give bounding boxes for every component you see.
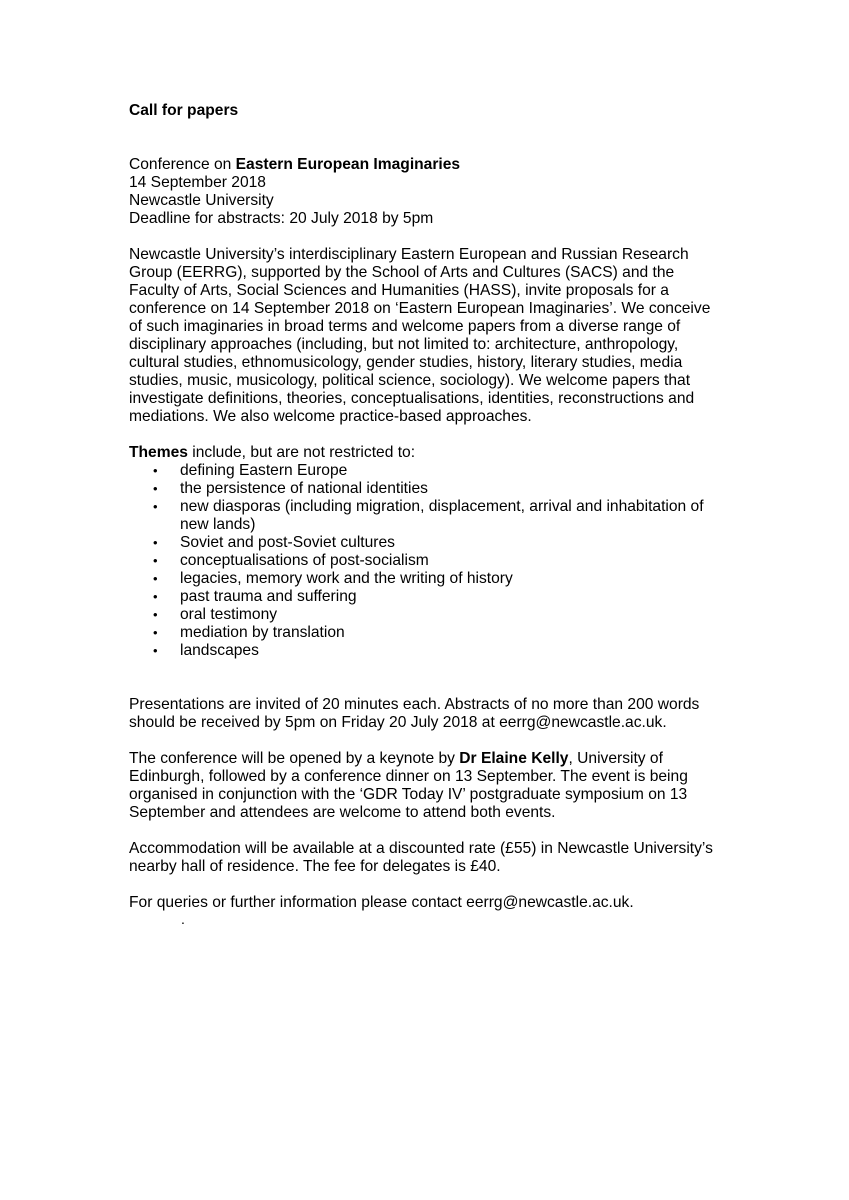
theme-item-continuation: new lands) (180, 516, 256, 533)
accommodation-paragraph (129, 840, 729, 876)
conference-prefix: Conference on (129, 156, 236, 173)
accommodation-line: nearby hall of residence. The fee for delegates is £40. (129, 858, 501, 875)
conference-venue: Newcastle University (129, 192, 274, 209)
conference-info (129, 156, 729, 228)
keynote-line: The conference will be opened by a keynote by Dr Elaine Kelly, University of (129, 750, 663, 767)
theme-item: • defining Eastern Europe (153, 462, 348, 479)
intro-line: Group (EERRG), supported by the School of Arts and Cultures (SACS) and the (129, 264, 675, 281)
bullet-icon: • (153, 625, 158, 640)
intro-line: Faculty of Arts, Social Sciences and Humanities (HASS), invite proposals for a (129, 282, 669, 299)
intro-line: disciplinary approaches (including, but not limited to: architecture, anthropology, (129, 336, 679, 353)
bullet-icon: • (153, 553, 158, 568)
theme-item: • oral testimony (153, 606, 278, 623)
theme-item: • the persistence of national identities (153, 480, 428, 497)
document-page (129, 102, 729, 912)
accommodation-line: Accommodation will be available at a discounted rate (£55) in Newcastle University’s (129, 840, 713, 857)
theme-item: • legacies, memory work and the writing of history (153, 570, 513, 587)
bullet-icon: • (153, 535, 158, 550)
keynote-line: organised in conjunction with the ‘GDR Today IV’ postgraduate symposium on 13 (129, 786, 688, 803)
intro-line: mediations. We also welcome practice-based approaches. (129, 408, 532, 425)
theme-item: • mediation by translation (153, 624, 345, 641)
bullet-icon: • (153, 481, 158, 496)
intro-line: conference on 14 September 2018 on ‘Eastern European Imaginaries’. We conceive (129, 300, 711, 317)
conference-date: 14 September 2018 (129, 174, 266, 191)
contact-line: For queries or further information please contact eerrg@newcastle.ac.uk. (129, 894, 634, 911)
bullet-icon: • (153, 607, 158, 622)
theme-item: • landscapes (153, 642, 259, 659)
presentations-line: Presentations are invited of 20 minutes each. Abstracts of no more than 200 words (129, 696, 700, 713)
bullet-icon: • (153, 463, 158, 478)
theme-item: • conceptualisations of post-socialism (153, 552, 429, 569)
themes-label: Themes (129, 444, 188, 461)
keynote-line: September and attendees are welcome to attend both events. (129, 804, 556, 821)
themes-section (129, 444, 729, 660)
keynote-paragraph (129, 750, 729, 822)
themes-intro (129, 444, 729, 462)
intro-paragraph (129, 246, 729, 426)
page-heading: Call for papers (129, 102, 239, 119)
intro-line: cultural studies, ethnomusicology, gender studies, history, literary studies, media (129, 354, 683, 371)
theme-item: • Soviet and post-Soviet cultures (153, 534, 395, 551)
intro-line: of such imaginaries in broad terms and welcome papers from a diverse range of (129, 318, 681, 335)
theme-item: • past trauma and suffering (153, 588, 357, 605)
presentations-paragraph (129, 696, 729, 732)
themes-list (129, 462, 729, 660)
conference-name: Eastern European Imaginaries (235, 156, 461, 173)
bullet-icon: • (153, 571, 158, 586)
keynote-line: Edinburgh, followed by a conference dinner on 13 September. The event is being (129, 768, 688, 785)
intro-line: studies, music, musicology, political science, sociology). We welcome papers that (129, 372, 691, 389)
conference-title (129, 156, 729, 174)
theme-item: • new diasporas (including migration, displacement, arrival and inhabitation of (153, 498, 704, 515)
contact-paragraph (129, 894, 729, 912)
presentations-line: should be received by 5pm on Friday 20 July 2018 at eerrg@newcastle.ac.uk. (129, 714, 667, 731)
intro-line: investigate definitions, theories, conceptualisations, identities, reconstructions and (129, 390, 695, 407)
bullet-icon: • (153, 643, 158, 658)
bullet-icon: • (153, 589, 158, 604)
themes-suffix: include, but are not restricted to: (187, 444, 416, 461)
bullet-icon: • (153, 499, 158, 514)
keynote-speaker: Dr Elaine Kelly (459, 750, 569, 767)
stray-mark: . (181, 911, 185, 927)
abstract-deadline: Deadline for abstracts: 20 July 2018 by 5pm (129, 210, 434, 227)
intro-line: Newcastle University’s interdisciplinary Eastern European and Russian Research (129, 246, 689, 263)
